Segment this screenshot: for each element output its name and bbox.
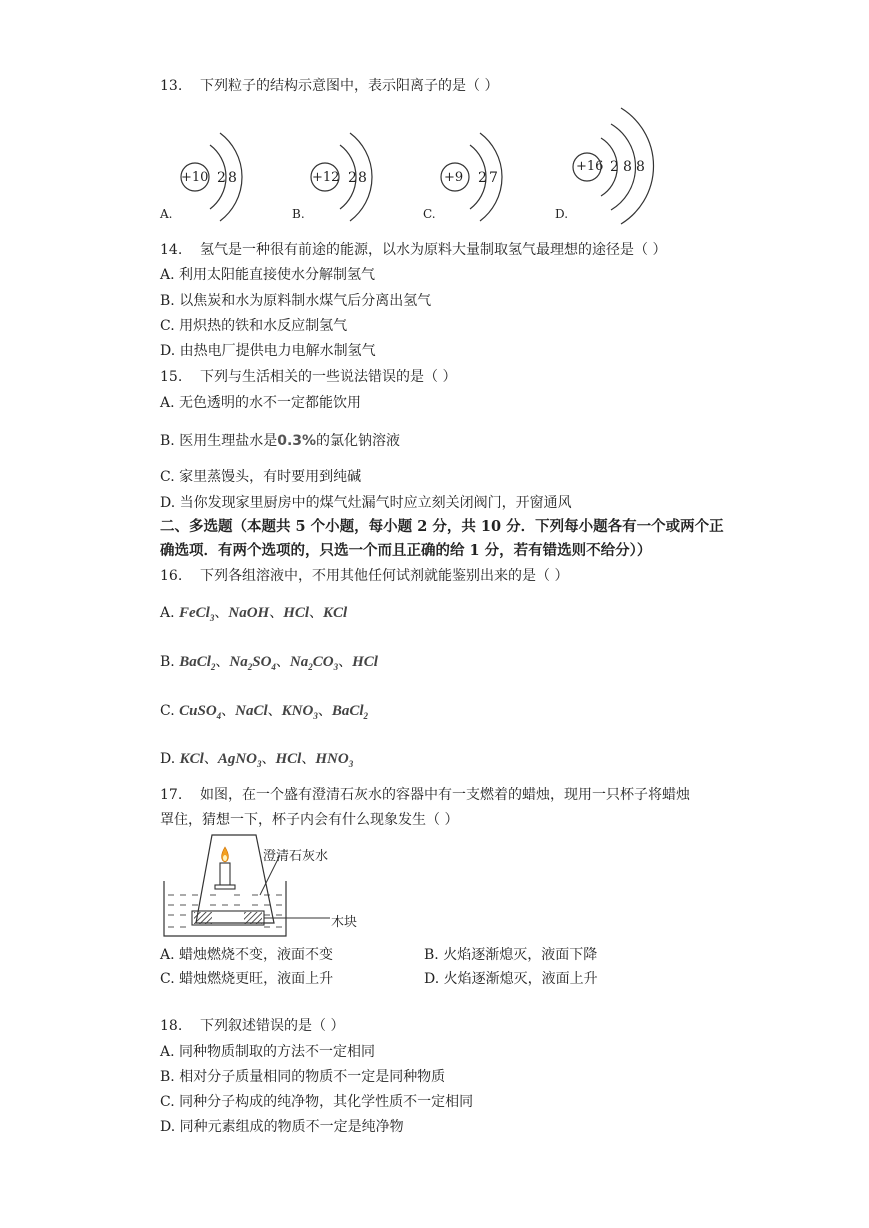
q16-option-a-label: A. bbox=[160, 605, 175, 621]
q16-option-d: D. KCl、AgNO$_3$、HCl、$HNO_3$ bbox=[160, 751, 354, 769]
q14-text: 氢气是一种很有前途的能源，以水为原料大量制取氢气最理想的途径是（ ） bbox=[200, 242, 667, 258]
formula-cuso4: CuSO$_4$ bbox=[179, 703, 222, 721]
q18-option-c: C. 同种分子构成的纯净物，其化学性质不一定相同 bbox=[160, 1094, 474, 1110]
q14-number: 14. bbox=[160, 242, 183, 258]
q17-label-wood-block: 木块 bbox=[331, 915, 358, 930]
q13-c-shell2: 7 bbox=[489, 170, 498, 186]
formula-nacl: NaCl bbox=[235, 703, 268, 719]
q13-option-d-label: D. bbox=[555, 207, 569, 221]
section2-heading-line2: 确选项．有两个选项的，只选一个而且正确的给 1 分，若有错选则不给分）） bbox=[160, 542, 652, 559]
formula-hcl: HCl bbox=[283, 605, 310, 621]
q17-option-b: B. 火焰逐渐熄灭，液面下降 bbox=[424, 947, 598, 963]
q18-text: 下列叙述错误的是（ ） bbox=[200, 1018, 345, 1034]
q13-b-nucleus: +12 bbox=[312, 170, 340, 185]
q16-option-b: B. BaCl$_2$、$Na_2SO_4$、$Na_2CO_3$、HCl bbox=[160, 654, 378, 672]
q14-option-b: B. 以焦炭和水为原料制水煤气后分离出氢气 bbox=[160, 293, 432, 309]
q17-option-d: D. 火焰逐渐熄灭，液面上升 bbox=[424, 971, 598, 987]
q16-option-d-label: D. bbox=[160, 751, 176, 767]
section2-heading-line1: 二、多选题（本题共 5 个小题，每小题 2 分，共 10 分．下列每小题各有一个或两个正 bbox=[160, 518, 724, 535]
q16-stem bbox=[160, 567, 568, 585]
q13-number: 13. bbox=[160, 78, 183, 94]
formula-agno3: AgNO$_3$ bbox=[217, 751, 262, 769]
formula-naoh: NaOH bbox=[228, 605, 270, 621]
q13-c-shell1: 2 bbox=[478, 170, 487, 186]
q13-a-shell2: 8 bbox=[228, 170, 237, 186]
q18-stem bbox=[160, 1017, 344, 1035]
q15-text: 下列与生活相关的一些说法错误的是（ ） bbox=[200, 369, 457, 385]
formula-na2co3: $Na_2CO_3$ bbox=[289, 654, 339, 672]
q17-text-line1: 如图，在一个盛有澄清石灰水的容器中有一支燃着的蜡烛，现用一只杯子将蜡烛 bbox=[200, 787, 690, 803]
q16-option-a: A. FeCl$_3$、NaOH、HCl、KCl bbox=[160, 605, 348, 623]
formula-kno3: $KNO_3$ bbox=[281, 703, 318, 721]
q15-option-b bbox=[160, 432, 400, 450]
formula-kcl: KCl bbox=[323, 605, 348, 621]
formula-hno3: $HNO_3$ bbox=[315, 751, 354, 769]
formula-hcl: HCl bbox=[275, 751, 302, 767]
q15-option-d: D. 当你发现家里厨房中的煤气灶漏气时应立刻关闭阀门，开窗通风 bbox=[160, 495, 572, 511]
q13-b-shell1: 2 bbox=[348, 170, 357, 186]
q15-option-c: C. 家里蒸馒头，有时要用到纯碱 bbox=[160, 469, 362, 485]
q13-d-shell2: 8 bbox=[623, 159, 632, 175]
q13-a-nucleus: +10 bbox=[181, 170, 209, 185]
q17-option-c: C. 蜡烛燃烧更旺，液面上升 bbox=[160, 971, 334, 987]
q13-stem bbox=[160, 77, 498, 95]
q15-stem bbox=[160, 368, 456, 386]
q13-text: 下列粒子的结构示意图中，表示阳离子的是（ ） bbox=[200, 78, 499, 94]
q18-option-b: B. 相对分子质量相同的物质不一定是同种物质 bbox=[160, 1069, 446, 1085]
q14-option-c: C. 用炽热的铁和水反应制氢气 bbox=[160, 318, 348, 334]
formula-bacl2: BaCl$_2$ bbox=[179, 654, 216, 672]
q13-b-shell2: 8 bbox=[358, 170, 367, 186]
q15-option-a: A. 无色透明的水不一定都能饮用 bbox=[160, 395, 362, 411]
q17-label-limewater: 澄清石灰水 bbox=[263, 849, 329, 864]
q16-option-c: C. CuSO$_4$、NaCl、$KNO_3$、BaCl$_2$ bbox=[160, 703, 369, 721]
formula-bacl2: BaCl$_2$ bbox=[331, 703, 369, 721]
q13-option-b-label: B. bbox=[292, 207, 305, 221]
formula-hcl: HCl bbox=[352, 654, 378, 670]
q17-option-a: A. 蜡烛燃烧不变，液面不变 bbox=[160, 947, 334, 963]
q13-a-shell1: 2 bbox=[217, 170, 226, 186]
q15-option-b-pre: B. 医用生理盐水是 bbox=[160, 433, 278, 449]
q13-d-nucleus: +16 bbox=[576, 159, 604, 174]
q16-text: 下列各组溶液中，不用其他任何试剂就能鉴别出来的是（ ） bbox=[200, 568, 569, 584]
formula-fecl3: FeCl$_3$ bbox=[179, 605, 215, 623]
q15-option-b-post: 的氯化钠溶液 bbox=[316, 433, 401, 449]
q15-number: 15. bbox=[160, 369, 183, 385]
q13-d-shell1: 2 bbox=[610, 159, 619, 175]
q13-atom-c-diagram bbox=[430, 125, 510, 225]
q16-option-c-label: C. bbox=[160, 703, 175, 719]
q13-c-nucleus: +9 bbox=[444, 170, 464, 185]
q17-number: 17. bbox=[160, 787, 183, 803]
q13-option-a-label: A. bbox=[160, 207, 173, 221]
q18-number: 18. bbox=[160, 1018, 183, 1034]
q14-stem bbox=[160, 241, 666, 259]
q16-option-b-label: B. bbox=[160, 654, 175, 670]
q17-text-line2: 罩住，猜想一下，杯子内会有什么现象发生（ ） bbox=[160, 812, 459, 828]
q16-number: 16. bbox=[160, 568, 183, 584]
q18-option-d: D. 同种元素组成的物质不一定是纯净物 bbox=[160, 1119, 404, 1135]
q13-d-shell3: 8 bbox=[636, 159, 645, 175]
formula-na2so4: $Na_2SO_4$ bbox=[229, 654, 276, 672]
q18-option-a: A. 同种物质制取的方法不一定相同 bbox=[160, 1044, 376, 1060]
q14-option-a: A. 利用太阳能直接使水分解制氢气 bbox=[160, 267, 376, 283]
q14-option-d: D. 由热电厂提供电力电解水制氢气 bbox=[160, 343, 376, 359]
q15-option-b-percent: 0.3% bbox=[277, 433, 317, 449]
q13-option-c-label: C. bbox=[423, 207, 436, 221]
q17-stem bbox=[160, 786, 690, 804]
formula-kcl: KCl bbox=[179, 751, 204, 767]
